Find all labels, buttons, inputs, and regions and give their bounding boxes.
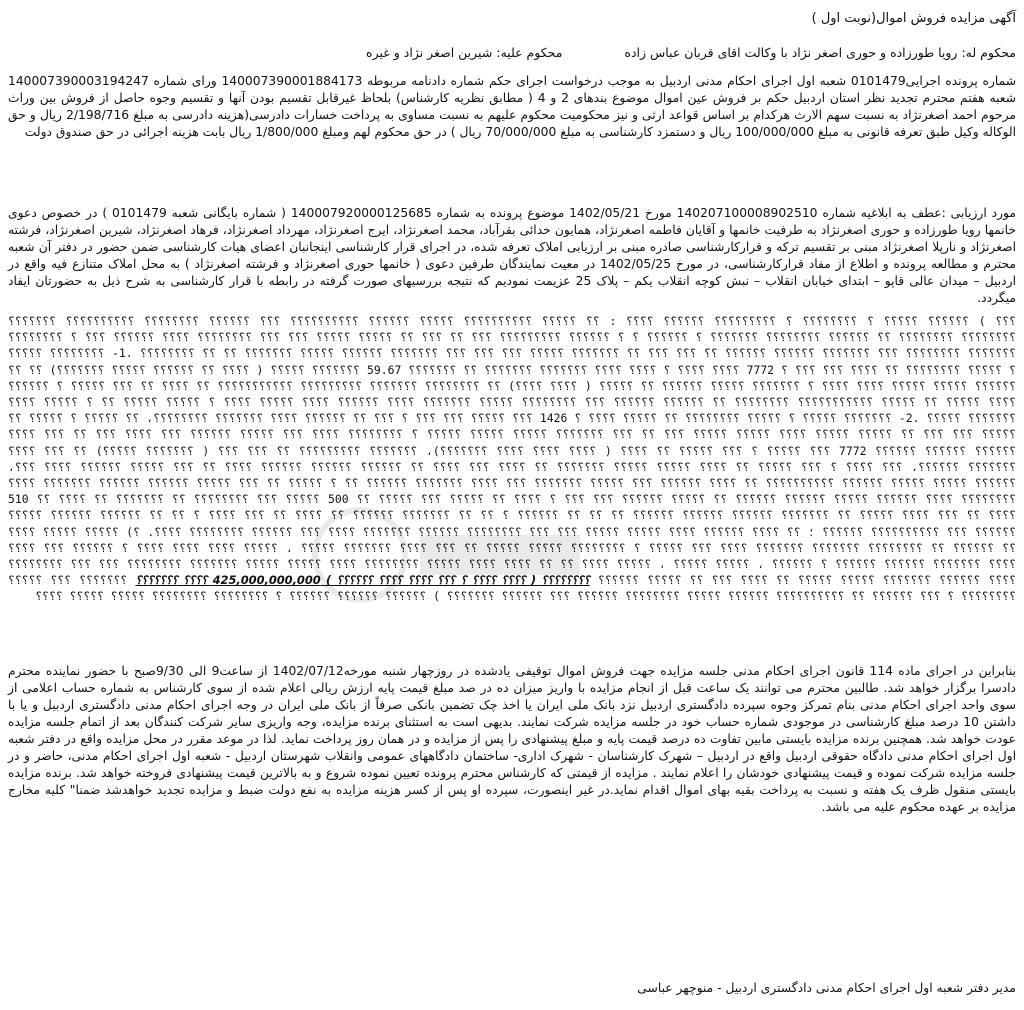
notice-title: آگهی مزایده فروش اموال(نوبت اول ): [811, 11, 1016, 26]
case-paragraph: شماره پرونده اجرایی0101479 شعبه اول اجرای احکام مدنی اردبیل به موجب درخواست اجرای حکم شماره دادنامه مربوطه 140007390001884173 ورای شماره 140007390003194247 شعبه هفتم محترم تجدید نظر استان اردبیل حکم بر فروش عین اموال موضوع بندهای 2 و 4 ( مطابق نظریه کارشناس) بلحاظ غیرقابل تقسیم بودن آنها و تقسیم وجوه حاصل از فروش بین وراث مرحوم احمد اصغرنژاد به نسبت سهم الارث هرکدام بر اساس قواعد ارثی و نیز محکومیت محکوم علیهم به نسبت مساوی به پرداخت خسارات دادرسی(هزینه دادرسی به مبلغ 2/198/716 ریال و حق الوکاله وکیل طبق تعرفه قانونی به مبلغ 100/000/000 ریال و دستمزد کارشناسی به مبلغ 70/000/000 ریال ) در حق محکوم لهم ومبلغ 1/800/000 ریال بابت هزینه اجرائی در حق صندوق دولت: [8, 74, 1017, 139]
auction-terms-paragraph: بنابراین در اجرای ماده 114 قانون اجرای احکام مدنی جلسه مزایده جهت فروش اموال توقیفی یادشده در روزچهار شنبه مورخه1402/07/12 از ساعت9 الی 9/30صبح با حضور نماینده محترم دادسرا برگزار خواهد شد. طالبین محترم می توانند یک ساعت قبل از انجام مزایده با واریز میزان ده در صد مبلغ قیمت پایه ارزش ریالی اعلام شده از سوی کارشناس به شماره حساب اعلامی از سوی واحد اجرای احکام مدنی بنام تمرکز وجوه سپرده دادگستری اردبیل نزد بانک ملی ایران یا اخذ چک تضمین بانکی صرفاً از بانک ملی ایران در وجه اجرای احکام مدنی دادگستری اردبیل و یا با داشتن 10 درصد مبلغ کارشناسی در موجودی شماره حساب خود در جلسه مزایده شرکت نمایند. بدیهی است به استثنای برنده مزایده، وجه واریزی سایر شرکت کنندگان بعد از اتمام جلسه مزایده عودت خواهد شد. همچنین برنده مزایده بایستی مابین تفاوت ده درصد قیمت پایه و مبلغ پیشنهادی را پس از مزایده و در همان روز پرداخت نماید. لذا در موعد مقرر در محل مزایده واقع در دفتر شعبه اول اجرای احکام مدنی دادگاه حقوقی اردبیل واقع در اردبیل – شهرک کارشناسان - شهرک اداری- ساختمان دادگاههای عمومی وانقلاب شهرستان اردبیل - شعبه اول اجرای احکام مدنی، حاضر و در جلسه مزایده شرکت نموده و قیمت پیشنهادی خودشان را اعلام نمایند . مزایده از قیمتی که کارشناس محترم پرونده تعیین نموده شروع و به بالاترین قیمت پیشنهادی فروخته خواهد شد. برنده مزایده بایستی منقول ظرف یک هفته و نسبت به پرداخت بقیه بهای اموال اقدام نماید.در غیر اینصورت، سپرده او پس از کسر هزینه مزایده به نفع دولت ضبط و مزایده تجدید خواهدشد ضمنا" کلیه مخارج مزایده بر عهده محکوم علیه می باشد.: [8, 663, 1016, 814]
office-manager-signature: مدیر دفتر شعبه اول اجرای احکام مدنی دادگستری اردبیل - منوچهر عباسی: [637, 981, 1016, 995]
appraisal-paragraph: مورد ارزیابی :عطف به ابلاغیه شماره 140207100008902510 مورخ 1402/05/21 موضوع پرونده به شماره 140007920000125685 ( شماره بایگانی شعبه 0101479 ) در خصوص دعوی خانمها رویا طورزاده و حوری اصغرنژاد به طرفیت خانمها و آقایان فاطمه اصغرنژاد، همایون خدائی بقرآباد، محمد اصغرنژاد، ایرج اصغرنژاد، مهرداد اصغرنژاد، فرهاد اصغرنژاد، شیرین اصغرنژاد، فرشته اصغرنژاد و نارپلا اصغرنژاد مبنی بر تقسیم ترکه و قرارکارشناسی صادره مبنی بر ارزیابی املاک تعرفه شده، در اجرای قرار کارشناسی اینجانبان اعضای هیات کارشناسی ضمن حضور در دفتر آن شعبه محترم و مطالعه پرونده و اطلاع از مفاد قرارکارشناسی، در مورخ 1402/05/25 در معیت نمایندگان طرفین دعوی ( خانمها حوری اصغرنژاد و فرشته اصغرنژاد ) به محل املاک متنازع فیه واقع در اردبیل – میدان عالی قاپو – ابتدای خیابان انقلاب – نبش کوچه انقلاب یکم – پلاک 25 عزیمت نمودیم که نتیجه بررسیهای صورت گرفته در رابطه با قرار کارشناسی به شرح ذیل به حضورتان ایفاد میگردد.: [8, 206, 1017, 305]
garbled-tail: ؟؟؟؟؟؟؟ ؟؟؟ ؟؟؟؟؟ ؟؟؟؟؟؟؟؟ ؟ ؟؟؟ ؟؟؟؟؟؟ ؟؟ ؟؟؟؟؟؟؟؟؟؟ ؟؟؟؟؟؟ ؟؟؟؟؟ ؟؟؟؟؟؟؟؟ ؟؟؟؟؟؟ ؟؟؟ ؟؟؟؟؟؟ ؟؟؟؟؟؟؟ ) ؟؟؟؟؟؟ ؟؟؟؟؟؟ ؟؟؟؟؟؟ ؟ ؟؟؟؟؟؟؟؟ ؟؟؟؟؟؟؟؟ ؟؟؟؟؟ ؟؟؟؟؟ ؟؟؟؟: [8, 573, 1016, 604]
defendant-label: محکوم علیه: شیرین اصغر نژاد و غیره: [366, 45, 563, 60]
garbled-text: ؟؟؟ ) ؟؟؟؟؟؟ ؟؟؟؟؟ ؟ ؟؟؟؟؟؟؟؟ ؟ ؟؟؟؟؟؟؟؟؟ ؟؟؟؟؟؟ ؟؟؟؟ : ؟؟ ؟؟؟؟؟ ؟؟؟؟؟؟؟؟؟؟ ؟؟؟؟؟ ؟؟؟؟؟؟ ؟؟؟؟؟؟؟؟؟؟ ؟؟؟ ؟؟؟؟؟؟ ؟؟؟؟؟؟؟؟ ؟؟؟؟؟؟؟؟؟؟ ؟؟؟؟؟؟؟ ؟؟؟؟؟؟؟؟ ؟؟؟؟؟؟؟؟ ؟؟ ؟؟؟؟؟؟ ؟؟؟؟؟؟؟؟ ؟؟؟؟؟؟؟ ؟ ؟؟؟؟؟؟ ؟ ؟ ؟؟؟؟؟؟ ؟؟؟؟؟؟؟؟؟ ؟؟؟ ؟؟ ؟؟؟ ؟؟ ؟؟؟؟؟ ؟؟؟؟؟ ؟؟؟ ؟؟؟ ؟؟؟؟؟؟؟؟ ؟؟؟؟ ؟؟؟؟؟؟ ؟؟؟ ؟ ؟؟؟؟؟؟؟؟ ؟؟؟؟؟؟؟ ؟؟؟؟؟؟؟؟ ؟؟؟ ؟؟؟؟؟؟؟ ؟؟؟؟؟؟ ؟؟؟؟؟؟ ؟؟ ؟؟؟ ؟؟؟ ؟؟ ؟؟؟؟؟؟؟ ؟؟؟؟؟ ؟؟؟ ؟؟؟ ؟؟؟ ؟؟؟؟؟؟؟ ؟؟؟؟؟؟ ؟؟؟؟؟ ؟؟؟؟؟؟؟ ؟؟ ؟؟ ؟؟؟؟؟؟؟؟ .1- ؟؟؟؟؟؟؟؟ ؟؟؟؟؟ ؟ ؟؟؟؟؟ ؟؟؟؟؟؟؟؟ ؟؟ ؟؟؟؟ ؟؟؟ ؟؟؟ ؟ 7772 ؟؟؟؟ ؟؟؟؟ ؟ ؟؟؟؟ ؟؟؟؟ ؟؟؟؟؟؟؟ ؟؟؟؟؟؟؟ ؟؟ ؟؟؟؟؟؟؟ 59.67 ؟؟؟؟؟؟؟ ؟؟؟؟؟ ( ؟؟؟؟ ؟؟ ؟؟؟؟؟؟ ؟؟؟؟؟ ؟؟؟؟؟؟؟) ؟؟ ؟؟ ؟؟؟؟؟؟ ؟؟؟؟؟ ؟؟؟؟؟ ؟؟؟؟ ؟؟؟؟ ؟ ؟؟؟؟؟؟؟ ؟؟؟؟؟ ؟؟؟؟؟؟ ؟؟ ؟؟؟؟؟ ( ؟؟؟؟ ؟؟؟؟) ؟؟ ؟؟؟؟؟؟؟؟ ؟؟؟؟؟؟؟ ؟؟؟؟؟؟؟؟؟ ؟؟؟؟؟؟؟؟؟؟؟ ؟؟ ؟؟؟؟ ؟؟ ؟؟؟ ؟؟؟؟؟ ؟ ؟؟؟؟؟؟ ؟؟؟؟ ؟؟؟؟؟ ؟؟ ؟؟؟؟؟ ؟؟؟؟؟؟؟؟؟؟؟ ؟؟؟؟؟؟؟؟ ؟؟ ؟؟؟؟؟؟ ؟؟؟؟؟؟ ؟؟؟ ؟؟؟؟؟؟؟؟ ؟؟؟؟؟ ؟؟؟؟؟؟؟ ؟؟؟؟ ؟؟؟؟؟؟ ؟؟؟؟ ؟؟؟؟؟ ؟؟؟؟ ؟ ؟؟؟؟؟ ؟؟؟؟؟ ؟؟ ؟ ؟؟؟؟؟ ؟؟؟؟ ؟؟؟؟؟؟؟ ؟؟؟؟؟ .2- ؟؟؟؟؟؟؟ ؟؟؟؟؟ ؟ ؟؟؟؟؟ ؟؟؟؟؟؟؟؟ ؟؟ ؟؟؟؟؟ ؟؟؟؟ ؟ 1426 ؟؟؟ ؟؟؟؟؟ ؟؟؟ ؟؟؟ ؟ ؟؟؟ ؟؟ ؟؟؟؟؟؟ ؟؟؟؟ ؟؟؟؟؟؟؟ ؟؟؟؟؟؟؟؟، ؟؟ ؟؟؟؟؟ ؟ ؟؟؟؟؟ ؟؟ ؟؟؟؟؟ ؟؟؟ ؟؟؟ ؟؟ ؟؟؟؟؟ ؟؟؟؟؟ ؟؟؟؟ ؟؟؟؟؟ ؟؟؟؟؟ ؟؟؟ ؟؟ ؟؟؟ ؟؟؟؟؟؟؟ ؟؟؟؟؟ ؟؟؟؟؟ ؟؟؟؟؟ ؟ ؟؟؟؟؟؟؟؟ ؟؟؟؟ ؟؟؟ ؟؟؟؟؟ ؟؟؟؟؟؟ ؟؟؟ ؟؟؟؟ ؟؟؟ ؟؟ ؟؟؟ ؟؟؟؟ ؟؟؟؟؟؟ ؟؟؟؟؟؟ ؟؟؟؟؟؟ 7772 ؟؟؟ ؟؟؟؟؟ ؟ ؟؟؟ ؟؟؟؟؟ ؟؟ ؟؟؟؟ ( ؟؟؟؟ ؟؟؟؟ ؟؟؟؟ ؟؟؟؟؟؟؟)، ؟؟؟؟؟؟؟ ؟؟؟؟؟؟؟؟؟ ؟؟ ؟؟؟ ؟؟؟ ( ؟؟؟؟؟؟؟ ؟؟؟؟؟) ؟؟ ؟؟؟ ؟؟؟؟ ؟؟؟؟؟؟؟ ؟؟؟؟؟؟، ؟؟؟ ؟؟؟؟ ؟ ؟؟؟ ؟؟؟؟؟ ؟؟ ؟؟؟؟ ؟؟؟؟؟ ؟؟؟؟؟ ؟؟؟؟؟؟؟ ؟؟ ؟؟؟؟ ؟؟؟ ؟؟؟؟ ؟؟ ؟؟؟؟؟؟ ؟؟؟؟؟؟ ؟؟؟؟؟؟ ؟؟؟؟ ؟؟ ؟؟؟ ؟؟؟؟؟ ؟؟؟؟؟؟ ؟؟؟؟ ؟؟؟، ؟؟؟؟؟؟ ؟؟؟؟؟ ؟؟؟؟؟ ؟؟؟؟؟؟ ؟؟؟؟؟؟؟؟؟؟ ؟؟ ؟؟؟؟ ؟؟؟؟؟؟ ؟؟؟ ؟؟؟؟؟ ؟؟؟؟؟؟؟ ؟؟؟ ؟؟؟؟ ؟؟؟؟؟؟؟ ؟؟؟؟؟؟ ؟؟ ؟ ؟؟؟؟؟ ؟؟ ؟؟؟ ؟؟؟؟؟ ؟؟؟؟؟؟ ؟؟؟؟؟؟ ؟؟؟؟؟؟؟ ؟؟؟؟ ؟؟؟؟؟؟؟؟ ؟؟؟؟ ؟؟؟؟؟؟ ؟؟؟؟؟ ؟؟؟؟؟؟ ؟؟؟؟؟؟ ؟؟ ؟؟؟؟؟ ؟؟؟؟؟؟ ؟؟؟ ؟؟؟ ؟ ؟؟؟؟ ؟؟ ؟؟؟؟؟ ؟؟؟ ؟؟؟؟؟ ؟؟ 500 ؟؟؟؟؟ ؟؟؟ ؟؟؟؟؟؟؟؟ ؟؟ ؟؟؟؟؟؟؟ ؟؟ ؟؟؟؟ ؟؟ 510 ؟؟؟؟ ؟؟ ؟؟؟ ؟؟؟؟ ؟؟؟؟؟ ؟؟ ؟؟؟؟؟؟؟ ؟؟؟؟؟؟ ؟؟؟؟؟؟ ؟؟؟؟؟؟ ؟؟ ؟؟ ؟؟ ؟؟؟؟؟؟ ؟ ؟؟ ؟؟ ؟؟؟؟؟؟؟ ؟؟؟؟؟؟ ؟؟ ؟؟؟؟ ؟؟ ؟؟؟ ؟؟؟؟ ؟ ؟؟ ؟؟ ؟؟؟؟؟؟ ؟؟؟؟؟؟ ؟؟؟؟؟ ؟؟؟؟؟؟ ؟؟؟ ؟؟؟؟؟؟؟؟؟؟ ؟؟؟؟؟؟ ؛ ؟؟ ؟؟؟؟ ؟؟؟؟؟؟ ؟؟؟؟ ؟؟؟؟؟ ؟؟؟؟؟ ؟؟؟ ؟؟؟ ؟؟؟؟؟؟؟؟ ؟؟؟؟؟؟ ؟؟؟؟؟؟؟ ؟؟؟؟ ؟؟؟ ؟؟؟؟؟؟ ؟؟؟؟؟؟؟؟ ؟؟؟؟. ؟) ؟؟؟؟؟ ؟؟؟؟؟ ؟؟؟؟ ؟؟ ؟؟؟؟؟؟ ؟؟ ؟؟؟؟؟؟؟؟ ؟؟؟؟؟؟؟ ؟؟؟؟؟؟؟ ؟؟؟؟ ؟؟؟ ؟؟؟؟؟ ؟ ؟؟؟؟؟؟؟؟ ؟؟؟؟؟ ؟؟؟؟؟ ؟؟ ؟؟؟ ؟؟؟؟ ؟؟؟؟؟؟؟ ؟؟؟؟؟ ، ؟؟؟؟؟ ؟؟؟؟ ؟؟؟؟ ؟؟؟؟ ؟ ؟؟؟؟؟؟ ؟؟؟ ؟؟؟؟ ؟؟؟؟ ؟؟؟؟؟؟؟ ؟؟؟؟؟؟ ؟؟؟؟؟؟ ؟ ؟؟؟؟؟؟ ، ؟؟؟؟؟ ؟؟؟؟؟ ، ؟؟؟؟؟ ؟؟؟؟ ؟؟ ؟؟ ؟؟؟؟ ؟؟؟؟ ؟؟؟؟؟ ؟؟؟؟؟؟؟؟ ؟؟؟؟ ؟؟؟؟؟ ؟؟؟؟؟ ؟؟؟؟؟؟؟ ؟؟؟؟؟؟؟؟ ؟؟؟ ؟؟؟ ؟؟؟؟؟؟؟؟ ؟؟؟؟ ؟؟؟؟؟؟ ؟؟؟؟؟؟؟ ؟؟؟؟؟ ؟؟؟؟؟ ؟؟ ؟؟؟؟ ؟؟؟ ؟؟ ؟؟؟؟؟ ؟؟؟؟؟؟: [8, 314, 1017, 588]
appraised-price: ؟؟؟؟؟؟؟؟ ( ؟؟؟؟ ؟؟؟؟ ؟ ؟؟؟ ؟؟؟؟ ؟؟؟؟ ؟؟؟؟؟؟ ) 425,000,000,000 ؟؟؟؟ ؟؟؟؟؟؟؟: [135, 573, 590, 588]
garbled-appraisal-block: [8, 313, 1016, 605]
parties-line: [8, 44, 1016, 61]
plaintiff-label: محکوم له: رویا طورزاده و حوری اصغر نژاد با وکالت اقای قربان عباس زاده: [624, 45, 1016, 60]
